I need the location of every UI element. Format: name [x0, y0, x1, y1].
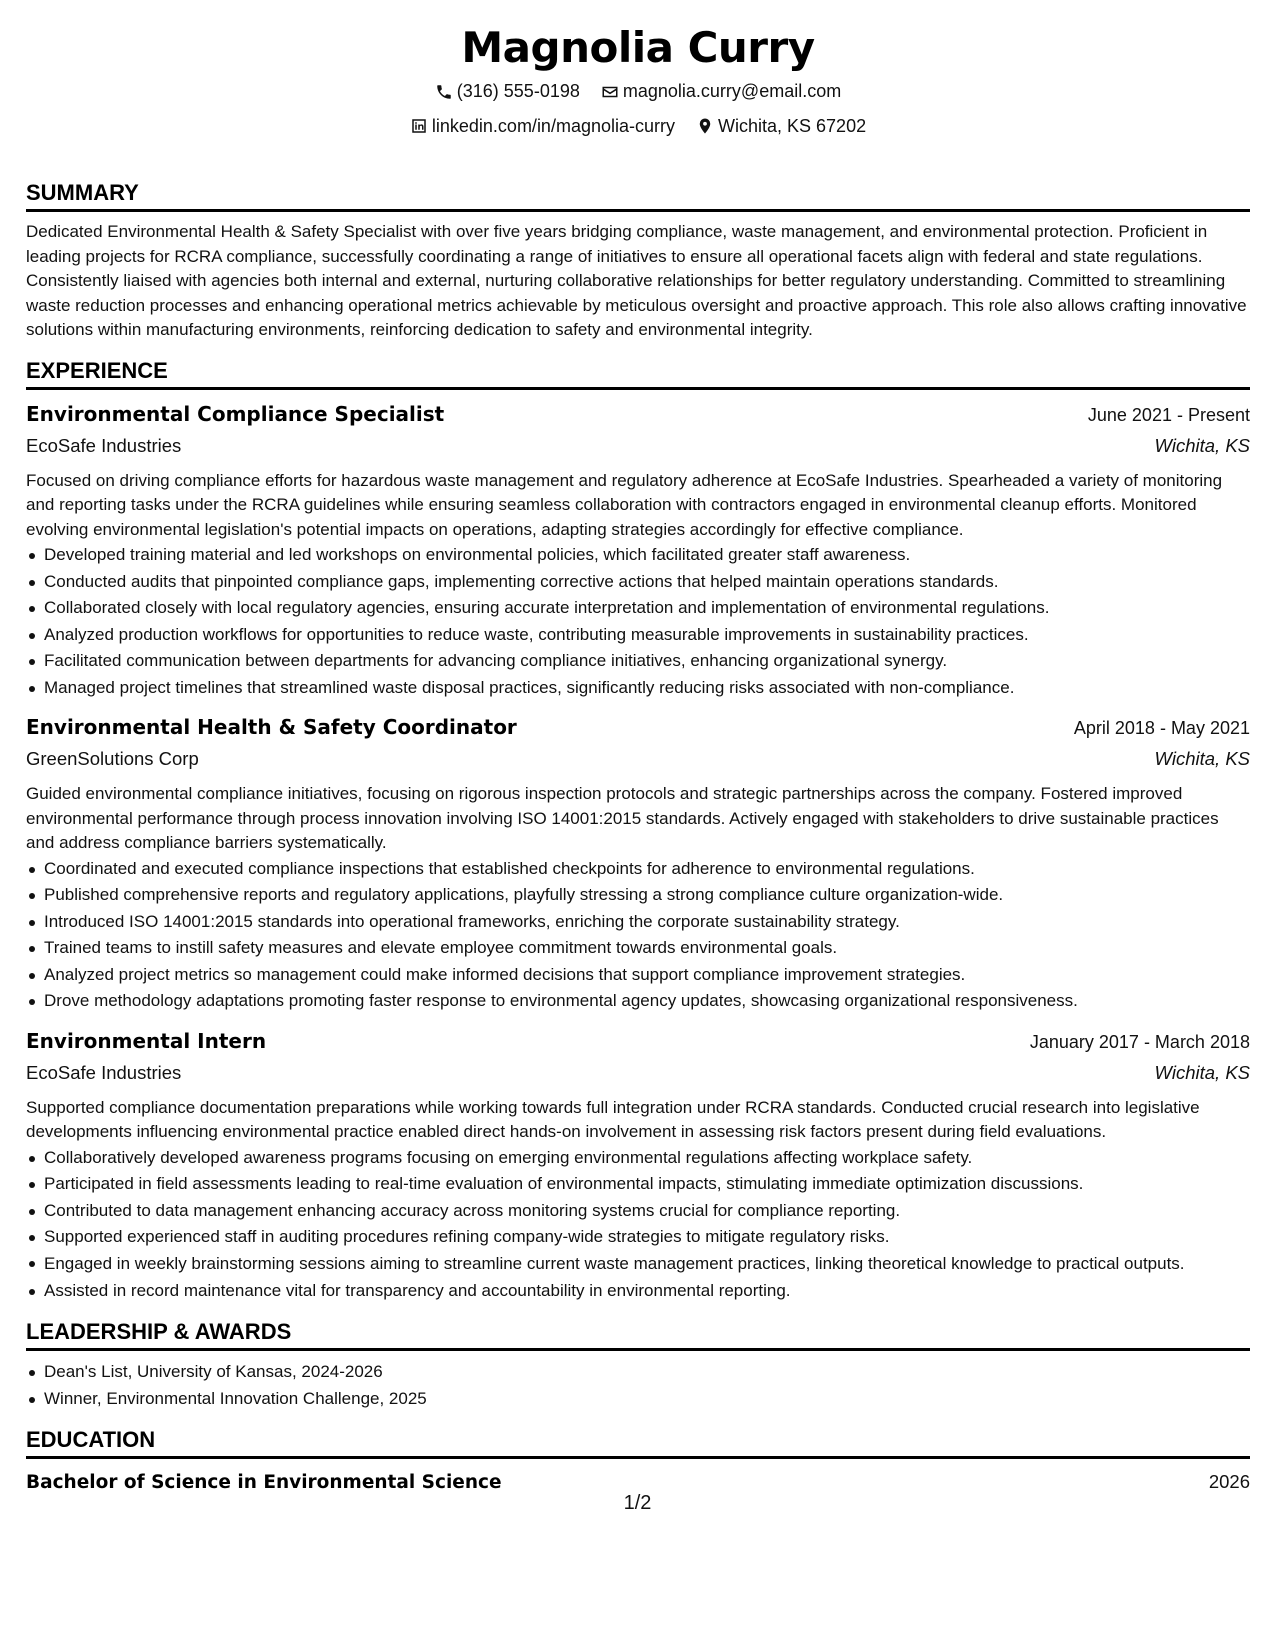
resume-header	[26, 0, 1250, 145]
bullet-item: Participated in field assessments leading to real-time evaluation of environmental impacts, stimulating immediate optimization discussions.	[26, 1171, 1250, 1198]
job-entry-2	[26, 711, 1250, 1015]
candidate-name: Magnolia Curry	[461, 23, 815, 72]
email-link[interactable]: magnolia.curry@email.com	[622, 81, 842, 101]
page-number: 1/2	[623, 1492, 652, 1514]
awards-list	[26, 1359, 1250, 1412]
bullet-item: Conducted audits that pinpointed compliance gaps, implementing corrective actions that helped maintain operations standards.	[26, 569, 1250, 596]
bullet-item: Published comprehensive reports and regulatory applications, playfully stressing a strong compliance culture organization-wide.	[26, 882, 1250, 909]
contact-phone	[435, 76, 580, 107]
map-pin-icon	[696, 117, 714, 135]
job-description: Focused on driving compliance efforts for hazardous waste management and regulatory adherence at EcoSafe Industries. Spearheaded a variety of monitoring and reporting tasks under the RCRA guidelines while ensuring seamless collaboration with contractors engaged in environmental cleanup efforts. Monitored evolving environmental legislation's potential impacts on operations, adapting strategies accordingly for effective compliance.	[26, 470, 1223, 539]
job-title: Environmental Intern	[26, 1028, 267, 1053]
bullet-item: Introduced ISO 14001:2015 standards into operational frameworks, enriching the corporate sustainability strategy.	[26, 909, 1250, 936]
bullet-item: Supported experienced staff in auditing procedures refining company-wide strategies to mitigate regulatory risks.	[26, 1224, 1250, 1251]
job-description: Supported compliance documentation preparations while working towards full integration under RCRA standards. Conducted crucial research into legislative developments influencing environmental practice enabled direct hands-on involvement in assessing risk factors present during field evaluations.	[26, 1097, 1200, 1141]
education-year: 2026	[1208, 1471, 1250, 1492]
contact-email[interactable]	[601, 76, 841, 107]
education-heading: EDUCATION	[26, 1426, 1250, 1459]
contact-line-1	[26, 76, 1250, 111]
job-location: Wichita, KS	[1154, 434, 1250, 456]
summary-heading: SUMMARY	[26, 179, 1250, 212]
bullet-item: Engaged in weekly brainstorming sessions aiming to streamline current waste management practices, linking theoretical knowledge to practical outputs.	[26, 1251, 1250, 1278]
envelope-icon	[601, 83, 619, 101]
job-dates: April 2018 - May 2021	[1073, 718, 1250, 738]
bullet-item: Coordinated and executed compliance inspections that established checkpoints for adherence to environmental regulations.	[26, 856, 1250, 883]
award-item: Dean's List, University of Kansas, 2024-2026	[26, 1359, 1250, 1386]
bullet-item: Trained teams to instill safety measures and elevate employee commitment towards environmental goals.	[26, 935, 1250, 962]
job-bullets	[26, 1145, 1250, 1305]
award-item: Winner, Environmental Innovation Challenge, 2025	[26, 1386, 1250, 1413]
job-title: Environmental Compliance Specialist	[26, 401, 445, 426]
job-company: EcoSafe Industries	[26, 434, 182, 456]
job-dates: June 2021 - Present	[1087, 404, 1250, 425]
job-company: GreenSolutions Corp	[26, 748, 199, 769]
job-location: Wichita, KS	[1154, 748, 1250, 769]
bullet-item: Collaboratively developed awareness programs focusing on emerging environmental regulations affecting workplace safety.	[26, 1145, 1250, 1172]
resume-page	[26, 0, 1250, 1498]
bullet-item: Drove methodology adaptations promoting faster response to environmental agency updates, showcasing organizational responsiveness.	[26, 988, 1250, 1015]
bullet-item: Assisted in record maintenance vital for transparency and accountability in environmental reporting.	[26, 1278, 1250, 1305]
phone-text: (316) 555-0198	[456, 81, 580, 101]
location-text: Wichita, KS 67202	[718, 115, 867, 136]
experience-list	[26, 398, 1250, 1305]
job-description: Guided environmental compliance initiatives, focusing on rigorous inspection protocols and strategic partnerships across the company. Fostered improved environmental performance through process innovation involving ISO 14001:2015 standards. Actively engaged with stakeholders to drive sustainable practices and address compliance barriers systematically.	[26, 784, 1219, 852]
bullet-item: Contributed to data management enhancing accuracy across monitoring systems crucial for compliance reporting.	[26, 1198, 1250, 1225]
bullet-item: Collaborated closely with local regulatory agencies, ensuring accurate interpretation and implementation of environmental regulations.	[26, 595, 1250, 622]
bullet-item: Facilitated communication between departments for advancing compliance initiatives, enhancing organizational synergy.	[26, 648, 1250, 675]
bullet-item: Analyzed production workflows for opportunities to reduce waste, contributing measurable improvements in sustainability practices.	[26, 622, 1250, 649]
contact-linkedin[interactable]	[410, 111, 675, 142]
linkedin-link[interactable]: linkedin.com/in/magnolia-curry	[431, 115, 675, 136]
bullet-item: Managed project timelines that streamlined waste disposal practices, significantly reducing risks associated with non-compliance.	[26, 675, 1250, 702]
job-bullets	[26, 542, 1250, 701]
job-entry-3	[26, 1025, 1250, 1305]
summary-text: Dedicated Environmental Health & Safety Specialist with over five years bridging compliance, waste management, and environmental protection. Proficient in leading projects for RCRA compliance, successfully coordinating a range of initiatives to ensure all operational facets align with federal and state regulations. Consistently liaised with agencies both internal and external, nurturing collaborative relationships for better regulatory understanding. Committed to streamlining waste reduction processes and enhancing operational metrics achievable by meticulous oversight and proactive approach. This role also allows crafting innovative solutions within manufacturing environments, reinforcing dedication to safety and environmental integrity.	[26, 222, 1247, 339]
job-bullets	[26, 856, 1250, 1015]
job-company: EcoSafe Industries	[26, 1061, 182, 1083]
job-title: Environmental Health & Safety Coordinator	[26, 715, 517, 739]
job-location: Wichita, KS	[1154, 1061, 1250, 1083]
bullet-item: Developed training material and led workshops on environmental policies, which facilitated greater staff awareness.	[26, 542, 1250, 569]
job-dates: January 2017 - March 2018	[1029, 1031, 1250, 1052]
education-degree: Bachelor of Science in Environmental Science	[26, 1472, 502, 1493]
bullet-item: Analyzed project metrics so management could make informed decisions that support compliance improvement strategies.	[26, 962, 1250, 989]
linkedin-icon	[410, 117, 428, 135]
experience-heading: EXPERIENCE	[26, 357, 1250, 390]
job-entry-1	[26, 398, 1250, 702]
contact-line-2	[26, 111, 1250, 146]
awards-heading: LEADERSHIP & AWARDS	[26, 1318, 1250, 1351]
contact-location	[696, 111, 866, 142]
phone-icon	[435, 83, 453, 101]
